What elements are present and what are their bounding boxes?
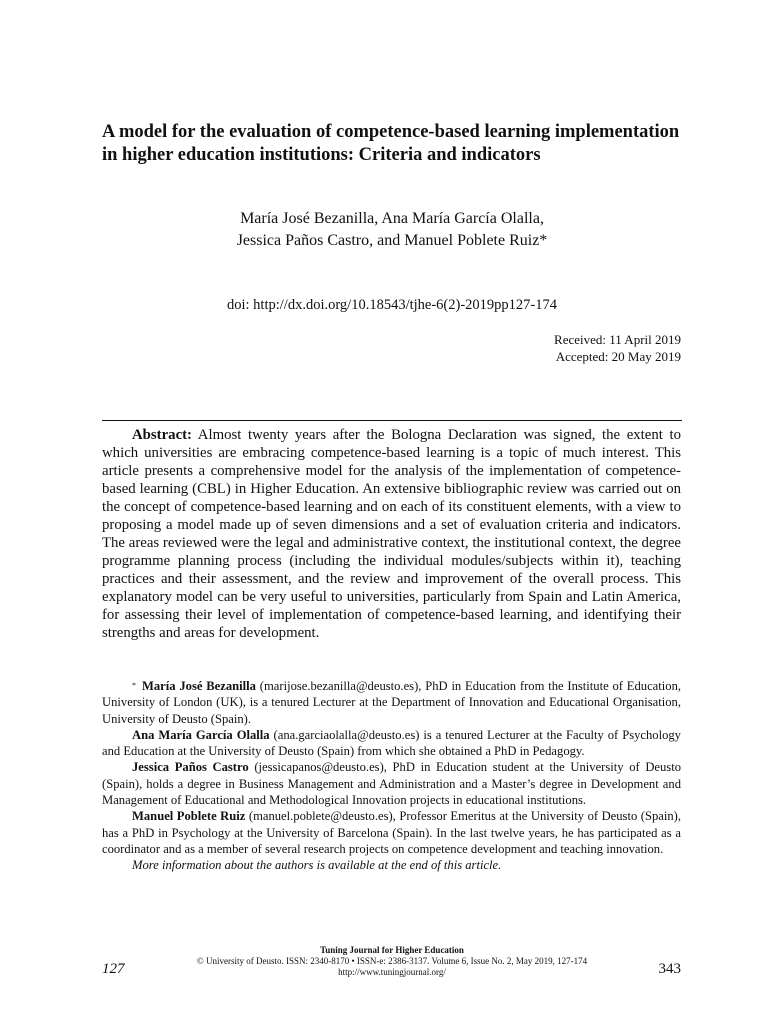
copyright-line: © University of Deusto. ISSN: 2340-8170 • ISSN-e: 2386-3137. Volume 6, Issue No. 2, May 2019, 127-174 bbox=[196, 956, 588, 966]
more-info-note: More information about the authors is available at the end of this article. bbox=[132, 858, 502, 873]
journal-footer bbox=[102, 945, 682, 978]
article-dates bbox=[554, 331, 681, 365]
author-line-2: Jessica Paños Castro, and Manuel Poblete Ruiz* bbox=[236, 232, 548, 249]
author-line-1: María José Bezanilla, Ana María García Olalla, bbox=[240, 210, 544, 227]
abstract bbox=[102, 426, 681, 642]
page-number-right: 343 bbox=[658, 961, 681, 977]
abstract-text: Almost twenty years after the Bologna Declaration was signed, the extent to which universities are embracing competence-based learning is a topic of much interest. This article presents a comprehensive model for the analysis of the implementation of competence-based learning (CBL) in Higher Education. An extensive bibliographic review was carried out on the concept of competence-based learning and on each of its constituent elements, with a view to proposing a model made up of seven dimensions and a set of evaluation criteria and indicators. The areas reviewed were the legal and administrative context, the institutional context, the degree programme planning process (including the individual modules/subjects within it), teaching practices and their assessment, and the review and improvement of the overall process. This explanatory model can be very useful to universities, particularly from Spain and Latin America, for assessing their level of implementation of competence-based learning, and identifying their strengths and areas for development. bbox=[102, 427, 681, 641]
footnote-text: (manuel.poblete@deusto.es), Professor Emeritus at the University of Deusto (Spain), has a PhD in Psychology at the University of Barcelona (Spain). In the last twelve years, he has participated as a coordinator and as a member of several research projects on competence development and teaching innovation. bbox=[102, 809, 681, 856]
journal-url[interactable]: http://www.tuningjournal.org/ bbox=[338, 967, 446, 977]
footnote-garcia-olalla bbox=[102, 727, 681, 760]
footnote-bezanilla bbox=[102, 678, 681, 727]
footnote-text: (marijose.bezanilla@deusto.es), PhD in Education from the Institute of Education, University of London (UK), is a tenured Lecturer at the Department of Innovation and Educational Organisation, University of Deusto (Spain). bbox=[102, 679, 682, 726]
footnote-name: Manuel Poblete Ruiz bbox=[132, 809, 246, 824]
abstract-label: Abstract: bbox=[132, 427, 192, 443]
footnote-text: (jessicapanos@deusto.es), PhD in Education student at the University of Deusto (Spain), holds a degree in Business Management and Administration and a Master’s degree in Development and Management of Educational and Methodological Innovation projects in educational institutions. bbox=[102, 760, 681, 808]
article-title: A model for the evaluation of competence-based learning implementation in higher education institutions: Criteria and indicators bbox=[102, 122, 680, 165]
footnote-name: Ana María García Olalla bbox=[132, 727, 270, 742]
author-footnotes bbox=[102, 678, 681, 874]
accepted-date: Accepted: 20 May 2019 bbox=[555, 349, 681, 364]
author-list bbox=[102, 208, 682, 252]
section-divider bbox=[102, 420, 682, 421]
page-number-left: 127 bbox=[102, 961, 125, 977]
footnote-text: (ana.garciaolalla@deusto.es) is a tenured Lecturer at the Faculty of Psychology and Education at the University of Deusto (Spain) from which she obtained a PhD in Pedagogy. bbox=[102, 727, 681, 759]
footnote-marker: * bbox=[132, 681, 136, 690]
received-date: Received: 11 April 2019 bbox=[554, 332, 681, 347]
doi-link[interactable]: doi: http://dx.doi.org/10.18543/tjhe-6(2)-2019pp127-174 bbox=[227, 297, 557, 313]
footnote-poblete-ruiz bbox=[102, 808, 681, 857]
footnote-name: María José Bezanilla bbox=[142, 679, 256, 693]
journal-name: Tuning Journal for Higher Education bbox=[320, 945, 464, 955]
footnote-name: Jessica Paños Castro bbox=[132, 760, 249, 775]
footnote-panos-castro bbox=[102, 759, 681, 808]
